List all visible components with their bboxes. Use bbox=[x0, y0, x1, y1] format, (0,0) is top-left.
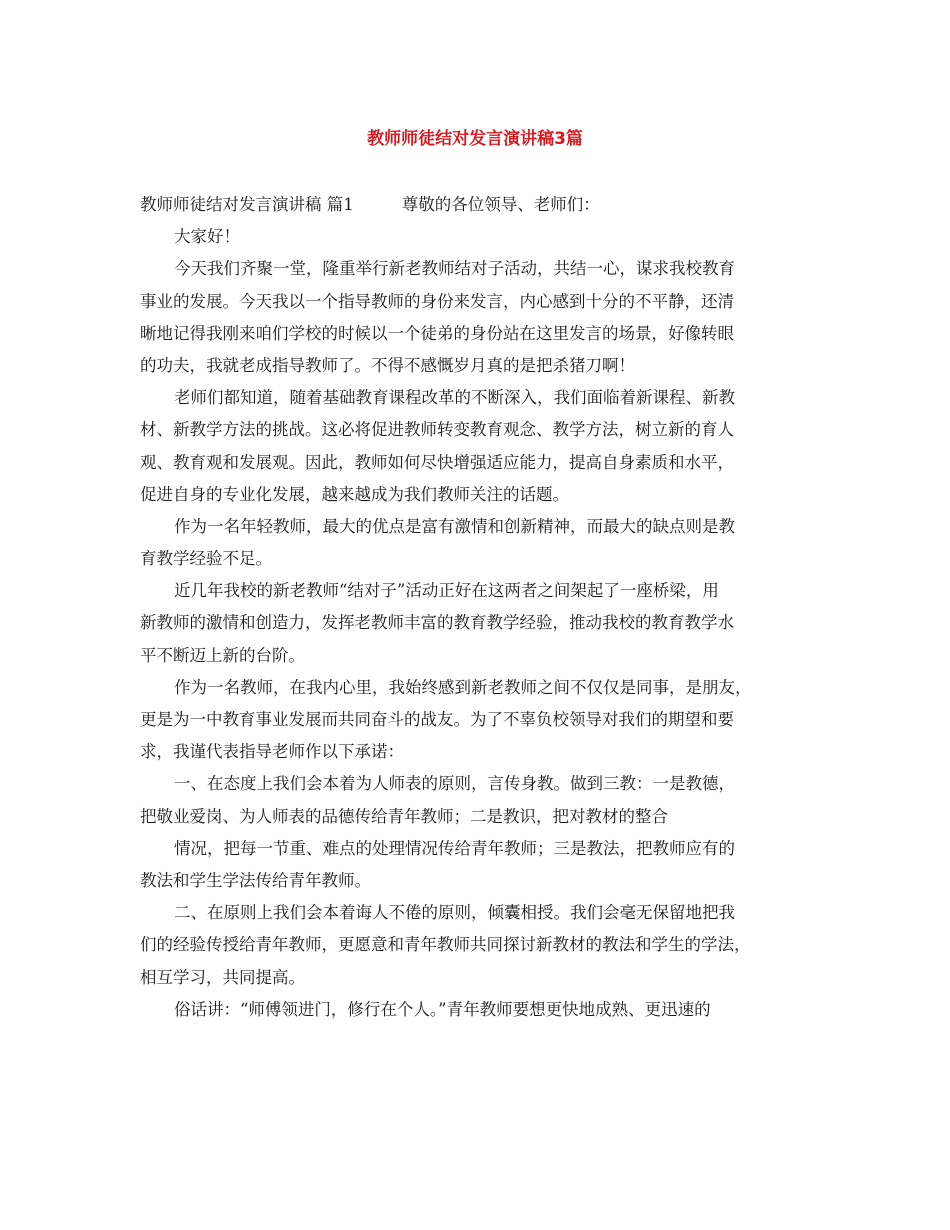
text-line: 大家好！ bbox=[174, 227, 240, 247]
text-line: 求，我谨代表指导老师作以下承诺： bbox=[140, 742, 404, 762]
text-line: 的功夫，我就老成指导教师了。不得不感慨岁月真的是把杀猪刀啊！ bbox=[140, 355, 635, 375]
text-line: 教法和学生学法传给青年教师。 bbox=[140, 870, 371, 890]
text-line: 更是为一中教育事业发展而共同奋斗的战友。为了不辜负校领导对我们的期望和要 bbox=[140, 710, 734, 729]
text-line: 晰地记得我刚来咱们学校的时候以一个徒弟的身份站在这里发言的场景，好像转眼 bbox=[140, 323, 734, 343]
text-line: 情况，把每一节重、难点的处理情况传给青年教师；三是教法，把教师应有的 bbox=[174, 838, 735, 858]
document-title: 教师师徒结对发言演讲稿3篇 bbox=[367, 129, 583, 149]
text-line: 俗话讲：“师傅领进门，修行在个人。”青年教师要想更快地成熟、更迅速的 bbox=[174, 999, 711, 1019]
section-heading-line bbox=[140, 189, 830, 221]
text-line: 一、在态度上我们会本着为人师表的原则，言传身教。做到三教：一是教德， bbox=[174, 774, 735, 794]
text-line: 们的经验传授给青年教师，更愿意和青年教师共同探讨新教材的教法和学生的学法， bbox=[140, 935, 751, 955]
text-line: 近几年我校的新老教师“结对子”活动正好在这两者之间架起了一座桥梁，用 bbox=[174, 581, 719, 601]
text-line: 相互学习，共同提高。 bbox=[140, 967, 305, 987]
text-line: 材、新教学方法的挑战。这必将促进教师转变教育观念、教学方法，树立新的育人 bbox=[140, 420, 734, 440]
text-line: 把敬业爱岗、为人师表的品德传给青年教师；二是教识，把对教材的整合 bbox=[140, 806, 668, 826]
section-heading: 教师师徒结对发言演讲稿 篇1 bbox=[140, 195, 354, 214]
salutation: 尊敬的各位领导、老师们： bbox=[401, 195, 600, 214]
text-line: 二、在原则上我们会本着诲人不倦的原则，倾囊相授。我们会毫无保留地把我 bbox=[174, 903, 735, 923]
text-line: 老师们都知道，随着基础教育课程改革的不断深入，我们面临着新课程、新教 bbox=[174, 388, 735, 408]
text-line: 事业的发展。今天我以一个指导教师的身份来发言，内心感到十分的不平静，还清 bbox=[140, 291, 734, 311]
text-line: 作为一名教师，在我内心里，我始终感到新老教师之间不仅仅是同事，是朋友， bbox=[174, 677, 752, 697]
document-body bbox=[140, 189, 830, 1026]
text-line: 育教学经验不足。 bbox=[140, 549, 272, 569]
text-line: 今天我们齐聚一堂，隆重举行新老教师结对子活动，共结一心，谋求我校教育 bbox=[174, 259, 735, 279]
text-line: 平不断迈上新的台阶。 bbox=[140, 645, 305, 665]
text-line: 促进自身的专业化发展，越来越成为我们教师关注的话题。 bbox=[140, 484, 569, 504]
text-line: 作为一名年轻教师，最大的优点是富有激情和创新精神，而最大的缺点则是教 bbox=[174, 516, 735, 536]
paragraph-lines bbox=[140, 221, 830, 1026]
text-line: 观、教育观和发展观。因此，教师如何尽快增强适应能力，提高自身素质和水平， bbox=[140, 452, 734, 472]
text-line: 新教师的激情和创造力，发挥老教师丰富的教育教学经验，推动我校的教育教学水 bbox=[140, 613, 734, 633]
